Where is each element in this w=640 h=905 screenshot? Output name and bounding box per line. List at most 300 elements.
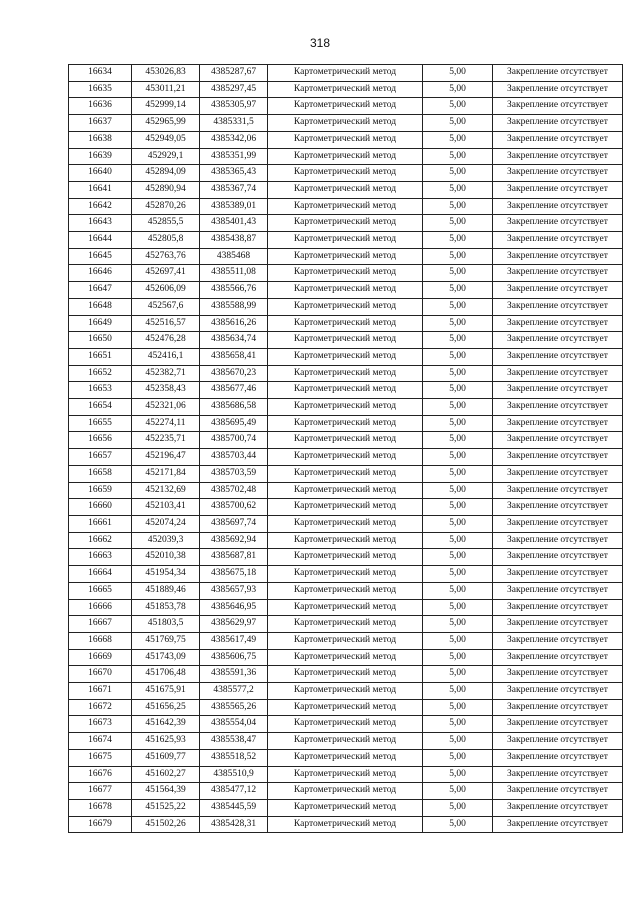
accuracy-cell: 5,00: [423, 382, 493, 399]
table-row: [69, 198, 623, 215]
point-number-cell: 16655: [69, 415, 132, 432]
accuracy-cell: 5,00: [423, 148, 493, 165]
point-number-cell: 16651: [69, 348, 132, 365]
fixing-cell: Закрепление отсутствует: [493, 733, 623, 750]
table-row: [69, 515, 623, 532]
method-cell: Картометрический метод: [268, 482, 423, 499]
accuracy-cell: 5,00: [423, 482, 493, 499]
y-coordinate-cell: 4385617,49: [200, 632, 268, 649]
accuracy-cell: 5,00: [423, 181, 493, 198]
accuracy-cell: 5,00: [423, 432, 493, 449]
table-row: [69, 816, 623, 833]
method-cell: Картометрический метод: [268, 315, 423, 332]
point-number-cell: 16678: [69, 799, 132, 816]
point-number-cell: 16673: [69, 716, 132, 733]
x-coordinate-cell: 452274,11: [132, 415, 200, 432]
fixing-cell: Закрепление отсутствует: [493, 365, 623, 382]
x-coordinate-cell: 452929,1: [132, 148, 200, 165]
method-cell: Картометрический метод: [268, 215, 423, 232]
accuracy-cell: 5,00: [423, 332, 493, 349]
table-row: [69, 65, 623, 82]
accuracy-cell: 5,00: [423, 465, 493, 482]
x-coordinate-cell: 451625,93: [132, 733, 200, 750]
accuracy-cell: 5,00: [423, 131, 493, 148]
accuracy-cell: 5,00: [423, 65, 493, 82]
accuracy-cell: 5,00: [423, 699, 493, 716]
method-cell: Картометрический метод: [268, 332, 423, 349]
accuracy-cell: 5,00: [423, 282, 493, 299]
table-row: [69, 683, 623, 700]
fixing-cell: Закрепление отсутствует: [493, 816, 623, 833]
method-cell: Картометрический метод: [268, 399, 423, 416]
point-number-cell: 16649: [69, 315, 132, 332]
y-coordinate-cell: 4385428,31: [200, 816, 268, 833]
x-coordinate-cell: 452894,09: [132, 165, 200, 182]
point-number-cell: 16660: [69, 499, 132, 516]
point-number-cell: 16643: [69, 215, 132, 232]
fixing-cell: Закрепление отсутствует: [493, 783, 623, 800]
point-number-cell: 16668: [69, 632, 132, 649]
y-coordinate-cell: 4385554,04: [200, 716, 268, 733]
fixing-cell: Закрепление отсутствует: [493, 282, 623, 299]
method-cell: Картометрический метод: [268, 232, 423, 249]
accuracy-cell: 5,00: [423, 348, 493, 365]
accuracy-cell: 5,00: [423, 165, 493, 182]
method-cell: Картометрический метод: [268, 632, 423, 649]
x-coordinate-cell: 452416,1: [132, 348, 200, 365]
x-coordinate-cell: 453011,21: [132, 81, 200, 98]
point-number-cell: 16642: [69, 198, 132, 215]
table-row: [69, 599, 623, 616]
accuracy-cell: 5,00: [423, 616, 493, 633]
method-cell: Картометрический метод: [268, 599, 423, 616]
method-cell: Картометрический метод: [268, 282, 423, 299]
fixing-cell: Закрепление отсутствует: [493, 332, 623, 349]
method-cell: Картометрический метод: [268, 365, 423, 382]
method-cell: Картометрический метод: [268, 683, 423, 700]
table-row: [69, 616, 623, 633]
y-coordinate-cell: 4385703,59: [200, 465, 268, 482]
table-row: [69, 348, 623, 365]
y-coordinate-cell: 4385606,75: [200, 649, 268, 666]
x-coordinate-cell: 451525,22: [132, 799, 200, 816]
fixing-cell: Закрепление отсутствует: [493, 382, 623, 399]
table-row: [69, 566, 623, 583]
table-row: [69, 131, 623, 148]
x-coordinate-cell: 451889,46: [132, 582, 200, 599]
x-coordinate-cell: 451769,75: [132, 632, 200, 649]
accuracy-cell: 5,00: [423, 315, 493, 332]
method-cell: Картометрический метод: [268, 649, 423, 666]
method-cell: Картометрический метод: [268, 549, 423, 566]
fixing-cell: Закрепление отсутствует: [493, 465, 623, 482]
accuracy-cell: 5,00: [423, 649, 493, 666]
y-coordinate-cell: 4385703,44: [200, 449, 268, 466]
point-number-cell: 16666: [69, 599, 132, 616]
point-number-cell: 16635: [69, 81, 132, 98]
y-coordinate-cell: 4385700,74: [200, 432, 268, 449]
table-row: [69, 499, 623, 516]
point-number-cell: 16674: [69, 733, 132, 750]
fixing-cell: Закрепление отсутствует: [493, 616, 623, 633]
y-coordinate-cell: 4385297,45: [200, 81, 268, 98]
accuracy-cell: 5,00: [423, 783, 493, 800]
y-coordinate-cell: 4385634,74: [200, 332, 268, 349]
accuracy-cell: 5,00: [423, 365, 493, 382]
y-coordinate-cell: 4385365,43: [200, 165, 268, 182]
fixing-cell: Закрепление отсутствует: [493, 449, 623, 466]
accuracy-cell: 5,00: [423, 716, 493, 733]
table-row: [69, 432, 623, 449]
point-number-cell: 16656: [69, 432, 132, 449]
y-coordinate-cell: 4385445,59: [200, 799, 268, 816]
method-cell: Картометрический метод: [268, 165, 423, 182]
y-coordinate-cell: 4385438,87: [200, 232, 268, 249]
point-number-cell: 16657: [69, 449, 132, 466]
table-row: [69, 783, 623, 800]
x-coordinate-cell: 452039,3: [132, 532, 200, 549]
y-coordinate-cell: 4385518,52: [200, 749, 268, 766]
x-coordinate-cell: 452476,28: [132, 332, 200, 349]
y-coordinate-cell: 4385686,58: [200, 399, 268, 416]
method-cell: Картометрический метод: [268, 181, 423, 198]
table-row: [69, 332, 623, 349]
fixing-cell: Закрепление отсутствует: [493, 683, 623, 700]
y-coordinate-cell: 4385468: [200, 248, 268, 265]
x-coordinate-cell: 452697,41: [132, 265, 200, 282]
table-row: [69, 232, 623, 249]
x-coordinate-cell: 452516,57: [132, 315, 200, 332]
point-number-cell: 16662: [69, 532, 132, 549]
accuracy-cell: 5,00: [423, 599, 493, 616]
x-coordinate-cell: 451675,91: [132, 683, 200, 700]
fixing-cell: Закрепление отсутствует: [493, 666, 623, 683]
accuracy-cell: 5,00: [423, 566, 493, 583]
point-number-cell: 16640: [69, 165, 132, 182]
accuracy-cell: 5,00: [423, 232, 493, 249]
accuracy-cell: 5,00: [423, 766, 493, 783]
fixing-cell: Закрепление отсутствует: [493, 198, 623, 215]
point-number-cell: 16664: [69, 566, 132, 583]
y-coordinate-cell: 4385657,93: [200, 582, 268, 599]
point-number-cell: 16677: [69, 783, 132, 800]
y-coordinate-cell: 4385700,62: [200, 499, 268, 516]
method-cell: Картометрический метод: [268, 432, 423, 449]
point-number-cell: 16644: [69, 232, 132, 249]
table-row: [69, 733, 623, 750]
fixing-cell: Закрепление отсутствует: [493, 65, 623, 82]
accuracy-cell: 5,00: [423, 666, 493, 683]
method-cell: Картометрический метод: [268, 98, 423, 115]
x-coordinate-cell: 452890,94: [132, 181, 200, 198]
x-coordinate-cell: 451502,26: [132, 816, 200, 833]
point-number-cell: 16679: [69, 816, 132, 833]
coordinates-table: [68, 64, 623, 833]
y-coordinate-cell: 4385591,36: [200, 666, 268, 683]
point-number-cell: 16636: [69, 98, 132, 115]
table-row: [69, 315, 623, 332]
fixing-cell: Закрепление отсутствует: [493, 232, 623, 249]
y-coordinate-cell: 4385367,74: [200, 181, 268, 198]
method-cell: Картометрический метод: [268, 65, 423, 82]
table-row: [69, 265, 623, 282]
method-cell: Картометрический метод: [268, 348, 423, 365]
accuracy-cell: 5,00: [423, 415, 493, 432]
y-coordinate-cell: 4385687,81: [200, 549, 268, 566]
point-number-cell: 16675: [69, 749, 132, 766]
x-coordinate-cell: 451642,39: [132, 716, 200, 733]
fixing-cell: Закрепление отсутствует: [493, 348, 623, 365]
table-row: [69, 215, 623, 232]
method-cell: Картометрический метод: [268, 699, 423, 716]
accuracy-cell: 5,00: [423, 265, 493, 282]
y-coordinate-cell: 4385401,43: [200, 215, 268, 232]
point-number-cell: 16653: [69, 382, 132, 399]
table-row: [69, 415, 623, 432]
accuracy-cell: 5,00: [423, 81, 493, 98]
fixing-cell: Закрепление отсутствует: [493, 515, 623, 532]
table-row: [69, 482, 623, 499]
table-row: [69, 766, 623, 783]
y-coordinate-cell: 4385331,5: [200, 115, 268, 132]
y-coordinate-cell: 4385566,76: [200, 282, 268, 299]
x-coordinate-cell: 451743,09: [132, 649, 200, 666]
y-coordinate-cell: 4385342,06: [200, 131, 268, 148]
point-number-cell: 16658: [69, 465, 132, 482]
accuracy-cell: 5,00: [423, 115, 493, 132]
method-cell: Картометрический метод: [268, 566, 423, 583]
accuracy-cell: 5,00: [423, 582, 493, 599]
method-cell: Картометрический метод: [268, 616, 423, 633]
table-row: [69, 532, 623, 549]
y-coordinate-cell: 4385477,12: [200, 783, 268, 800]
fixing-cell: Закрепление отсутствует: [493, 215, 623, 232]
method-cell: Картометрический метод: [268, 582, 423, 599]
y-coordinate-cell: 4385287,67: [200, 65, 268, 82]
x-coordinate-cell: 452321,06: [132, 399, 200, 416]
method-cell: Картометрический метод: [268, 81, 423, 98]
method-cell: Картометрический метод: [268, 382, 423, 399]
point-number-cell: 16638: [69, 131, 132, 148]
x-coordinate-cell: 451954,34: [132, 566, 200, 583]
y-coordinate-cell: 4385511,08: [200, 265, 268, 282]
table-row: [69, 115, 623, 132]
point-number-cell: 16665: [69, 582, 132, 599]
x-coordinate-cell: 452132,69: [132, 482, 200, 499]
table-row: [69, 165, 623, 182]
table-row: [69, 649, 623, 666]
x-coordinate-cell: 451853,78: [132, 599, 200, 616]
method-cell: Картометрический метод: [268, 716, 423, 733]
fixing-cell: Закрепление отсутствует: [493, 799, 623, 816]
fixing-cell: Закрепление отсутствует: [493, 599, 623, 616]
fixing-cell: Закрепление отсутствует: [493, 482, 623, 499]
accuracy-cell: 5,00: [423, 799, 493, 816]
y-coordinate-cell: 4385510,9: [200, 766, 268, 783]
x-coordinate-cell: 452358,43: [132, 382, 200, 399]
accuracy-cell: 5,00: [423, 532, 493, 549]
point-number-cell: 16646: [69, 265, 132, 282]
fixing-cell: Закрепление отсутствует: [493, 131, 623, 148]
point-number-cell: 16650: [69, 332, 132, 349]
accuracy-cell: 5,00: [423, 399, 493, 416]
accuracy-cell: 5,00: [423, 515, 493, 532]
point-number-cell: 16641: [69, 181, 132, 198]
table-row: [69, 365, 623, 382]
fixing-cell: Закрепление отсутствует: [493, 148, 623, 165]
table-row: [69, 148, 623, 165]
table-row: [69, 699, 623, 716]
point-number-cell: 16671: [69, 683, 132, 700]
point-number-cell: 16659: [69, 482, 132, 499]
point-number-cell: 16667: [69, 616, 132, 633]
x-coordinate-cell: 451609,77: [132, 749, 200, 766]
point-number-cell: 16645: [69, 248, 132, 265]
table-row: [69, 298, 623, 315]
table-row: [69, 582, 623, 599]
page-number: 318: [309, 36, 331, 50]
fixing-cell: Закрепление отсутствует: [493, 549, 623, 566]
method-cell: Картометрический метод: [268, 532, 423, 549]
method-cell: Картометрический метод: [268, 499, 423, 516]
table-row: [69, 632, 623, 649]
y-coordinate-cell: 4385675,18: [200, 566, 268, 583]
accuracy-cell: 5,00: [423, 499, 493, 516]
table-row: [69, 549, 623, 566]
x-coordinate-cell: 452965,99: [132, 115, 200, 132]
table-row: [69, 181, 623, 198]
method-cell: Картометрический метод: [268, 298, 423, 315]
fixing-cell: Закрепление отсутствует: [493, 432, 623, 449]
y-coordinate-cell: 4385351,99: [200, 148, 268, 165]
x-coordinate-cell: 451564,39: [132, 783, 200, 800]
point-number-cell: 16648: [69, 298, 132, 315]
method-cell: Картометрический метод: [268, 265, 423, 282]
method-cell: Картометрический метод: [268, 148, 423, 165]
point-number-cell: 16652: [69, 365, 132, 382]
method-cell: Картометрический метод: [268, 515, 423, 532]
fixing-cell: Закрепление отсутствует: [493, 265, 623, 282]
x-coordinate-cell: 452999,14: [132, 98, 200, 115]
point-number-cell: 16654: [69, 399, 132, 416]
fixing-cell: Закрепление отсутствует: [493, 699, 623, 716]
accuracy-cell: 5,00: [423, 549, 493, 566]
point-number-cell: 16663: [69, 549, 132, 566]
point-number-cell: 16669: [69, 649, 132, 666]
method-cell: Картометрический метод: [268, 749, 423, 766]
table-row: [69, 666, 623, 683]
accuracy-cell: 5,00: [423, 215, 493, 232]
x-coordinate-cell: 452606,09: [132, 282, 200, 299]
fixing-cell: Закрепление отсутствует: [493, 499, 623, 516]
fixing-cell: Закрепление отсутствует: [493, 766, 623, 783]
x-coordinate-cell: 452103,41: [132, 499, 200, 516]
fixing-cell: Закрепление отсутствует: [493, 749, 623, 766]
y-coordinate-cell: 4385677,46: [200, 382, 268, 399]
x-coordinate-cell: 451803,5: [132, 616, 200, 633]
fixing-cell: Закрепление отсутствует: [493, 248, 623, 265]
y-coordinate-cell: 4385538,47: [200, 733, 268, 750]
fixing-cell: Закрепление отсутствует: [493, 298, 623, 315]
y-coordinate-cell: 4385658,41: [200, 348, 268, 365]
accuracy-cell: 5,00: [423, 683, 493, 700]
fixing-cell: Закрепление отсутствует: [493, 582, 623, 599]
table-row: [69, 749, 623, 766]
accuracy-cell: 5,00: [423, 248, 493, 265]
table-row: [69, 399, 623, 416]
fixing-cell: Закрепление отсутствует: [493, 632, 623, 649]
table-row: [69, 465, 623, 482]
y-coordinate-cell: 4385692,94: [200, 532, 268, 549]
fixing-cell: Закрепление отсутствует: [493, 181, 623, 198]
accuracy-cell: 5,00: [423, 733, 493, 750]
y-coordinate-cell: 4385646,95: [200, 599, 268, 616]
y-coordinate-cell: 4385588,99: [200, 298, 268, 315]
fixing-cell: Закрепление отсутствует: [493, 98, 623, 115]
method-cell: Картометрический метод: [268, 666, 423, 683]
x-coordinate-cell: 452074,24: [132, 515, 200, 532]
fixing-cell: Закрепление отсутствует: [493, 566, 623, 583]
x-coordinate-cell: 452382,71: [132, 365, 200, 382]
fixing-cell: Закрепление отсутствует: [493, 115, 623, 132]
y-coordinate-cell: 4385695,49: [200, 415, 268, 432]
y-coordinate-cell: 4385565,26: [200, 699, 268, 716]
fixing-cell: Закрепление отсутствует: [493, 415, 623, 432]
table-row: [69, 81, 623, 98]
accuracy-cell: 5,00: [423, 816, 493, 833]
method-cell: Картометрический метод: [268, 198, 423, 215]
table-row: [69, 716, 623, 733]
y-coordinate-cell: 4385702,48: [200, 482, 268, 499]
method-cell: Картометрический метод: [268, 816, 423, 833]
method-cell: Картометрический метод: [268, 733, 423, 750]
fixing-cell: Закрепление отсутствует: [493, 81, 623, 98]
point-number-cell: 16637: [69, 115, 132, 132]
y-coordinate-cell: 4385616,26: [200, 315, 268, 332]
coordinates-table-body: [69, 65, 623, 833]
fixing-cell: Закрепление отсутствует: [493, 532, 623, 549]
point-number-cell: 16672: [69, 699, 132, 716]
x-coordinate-cell: 452763,76: [132, 248, 200, 265]
method-cell: Картометрический метод: [268, 766, 423, 783]
y-coordinate-cell: 4385629,97: [200, 616, 268, 633]
x-coordinate-cell: 452949,05: [132, 131, 200, 148]
table-row: [69, 449, 623, 466]
method-cell: Картометрический метод: [268, 449, 423, 466]
method-cell: Картометрический метод: [268, 799, 423, 816]
point-number-cell: 16676: [69, 766, 132, 783]
x-coordinate-cell: 452855,5: [132, 215, 200, 232]
point-number-cell: 16661: [69, 515, 132, 532]
y-coordinate-cell: 4385577,2: [200, 683, 268, 700]
accuracy-cell: 5,00: [423, 449, 493, 466]
x-coordinate-cell: 452567,6: [132, 298, 200, 315]
x-coordinate-cell: 452171,84: [132, 465, 200, 482]
y-coordinate-cell: 4385305,97: [200, 98, 268, 115]
point-number-cell: 16647: [69, 282, 132, 299]
method-cell: Картометрический метод: [268, 415, 423, 432]
x-coordinate-cell: 453026,83: [132, 65, 200, 82]
table-row: [69, 282, 623, 299]
accuracy-cell: 5,00: [423, 632, 493, 649]
point-number-cell: 16634: [69, 65, 132, 82]
x-coordinate-cell: 452805,8: [132, 232, 200, 249]
y-coordinate-cell: 4385670,23: [200, 365, 268, 382]
fixing-cell: Закрепление отсутствует: [493, 399, 623, 416]
accuracy-cell: 5,00: [423, 749, 493, 766]
x-coordinate-cell: 452870,26: [132, 198, 200, 215]
accuracy-cell: 5,00: [423, 98, 493, 115]
